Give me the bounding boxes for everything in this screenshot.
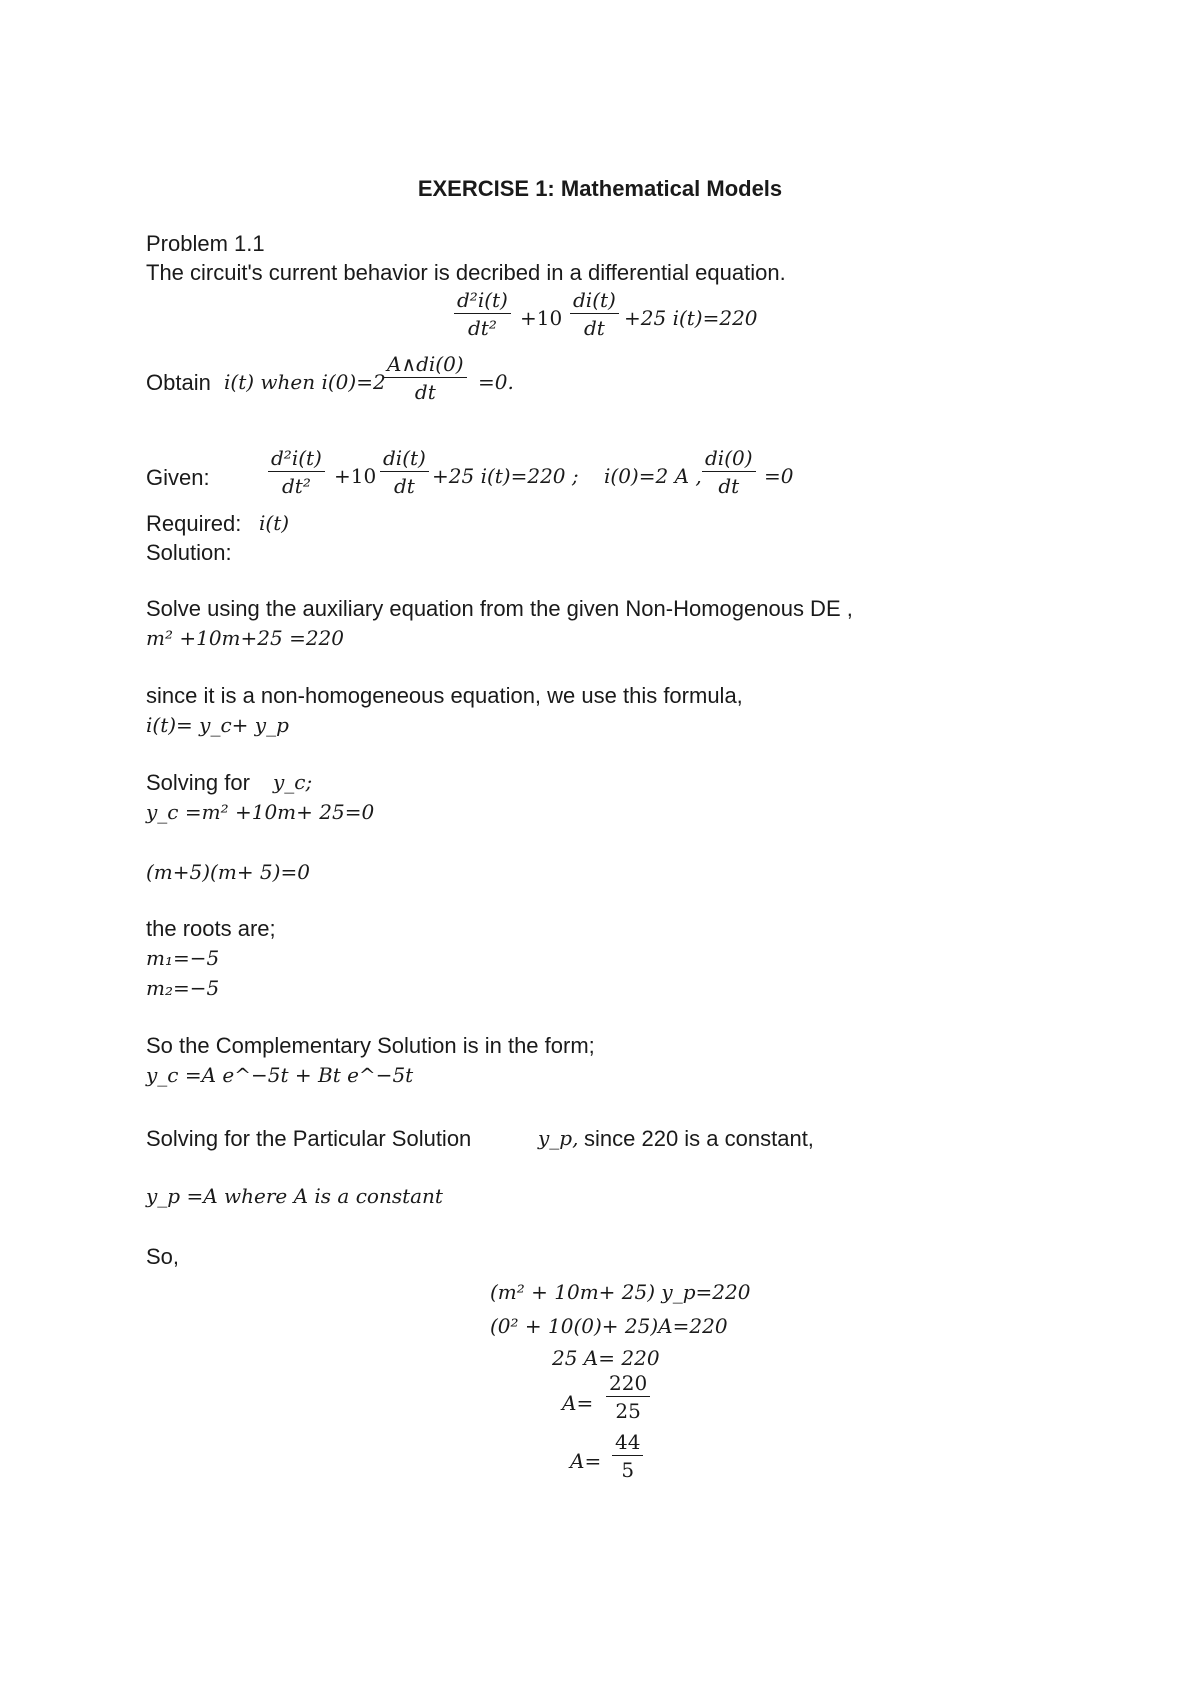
auxiliary-equation: m² +10m+25 =220 [146, 626, 345, 650]
obtain-fraction-denominator: dt [414, 380, 436, 404]
yc-equation: y_c =m² +10m+ 25=0 [146, 800, 375, 824]
given-condition-tail: =0 [764, 464, 794, 488]
factored-equation: (m+5)(m+ 5)=0 [146, 860, 310, 884]
main-eq-tail: +25 i(t)=220 [624, 306, 758, 330]
final-line-1: (m² + 10m+ 25) y_p=220 [490, 1280, 751, 1304]
final-line-2: (0² + 10(0)+ 25)A=220 [490, 1314, 728, 1338]
particular-text-start: Solving for the Particular Solution [146, 1126, 472, 1151]
root-1: m₁=−5 [146, 946, 220, 970]
given-plus-10: +10 [334, 464, 377, 488]
final-fraction-1-denominator: 25 [615, 1399, 641, 1423]
problem-description: The circuit's current behavior is decribed in a differential equation. [146, 260, 786, 285]
solving-yc-label: Solving for [146, 770, 250, 795]
obtain-fraction-numerator: A∧di(0) [384, 354, 467, 378]
main-eq-term1-denominator: dt² [468, 316, 497, 340]
nonhomogeneous-formula: i(t)= y_c+ y_p [146, 713, 289, 737]
nonhomogeneous-text: since it is a non-homogeneous equation, we use this formula, [146, 683, 743, 708]
main-eq-term1-numerator: d²i(t) [454, 290, 511, 314]
obtain-expression: i(t) when i(0)=2 [224, 370, 386, 394]
root-2: m₂=−5 [146, 976, 220, 1000]
particular-variable: y_p, [538, 1126, 579, 1150]
given-term1-numerator: d²i(t) [268, 448, 325, 472]
roots-label: the roots are; [146, 916, 276, 941]
final-line-3: 25 A= 220 [552, 1346, 660, 1370]
main-eq-term2-numerator: di(t) [570, 290, 619, 314]
final-fraction-1-numerator: 220 [606, 1373, 650, 1397]
final-fraction-2-denominator: 5 [621, 1458, 635, 1482]
main-eq-plus-10: +10 [520, 306, 563, 330]
required-label: Required: [146, 511, 242, 536]
so-label: So, [146, 1244, 180, 1269]
final-a-lhs-2: A= [570, 1449, 602, 1473]
final-fraction-2-numerator: 44 [612, 1432, 643, 1456]
obtain-label: Obtain [146, 370, 211, 395]
given-tail: +25 i(t)=220 ; [432, 464, 579, 488]
auxiliary-text: Solve using the auxiliary equation from the given Non-Homogenous DE , [146, 596, 853, 621]
solution-label: Solution: [146, 540, 232, 565]
given-term1-denominator: dt² [282, 474, 311, 498]
complementary-solution: y_c =A e^−5t + Bt e^−5t [146, 1063, 414, 1087]
given-term2-numerator: di(t) [380, 448, 429, 472]
given-condition: i(0)=2 A , [604, 464, 702, 488]
particular-text-end: since 220 is a constant, [584, 1126, 814, 1151]
given-label: Given: [146, 465, 210, 490]
main-eq-term2-denominator: dt [584, 316, 605, 340]
given-condition-numerator: di(0) [702, 448, 756, 472]
problem-heading: Problem 1.1 [146, 231, 265, 256]
page-title: EXERCISE 1: Mathematical Models [417, 176, 783, 201]
final-a-lhs-1: A= [562, 1391, 594, 1415]
solving-yc-variable: y_c; [273, 770, 313, 794]
obtain-tail: =0. [478, 370, 514, 394]
complementary-text: So the Complementary Solution is in the form; [146, 1033, 595, 1058]
required-expression: i(t) [259, 511, 290, 535]
given-condition-denominator: dt [718, 474, 740, 498]
given-term2-denominator: dt [394, 474, 415, 498]
yp-equation: y_p =A where A is a constant [146, 1184, 443, 1208]
